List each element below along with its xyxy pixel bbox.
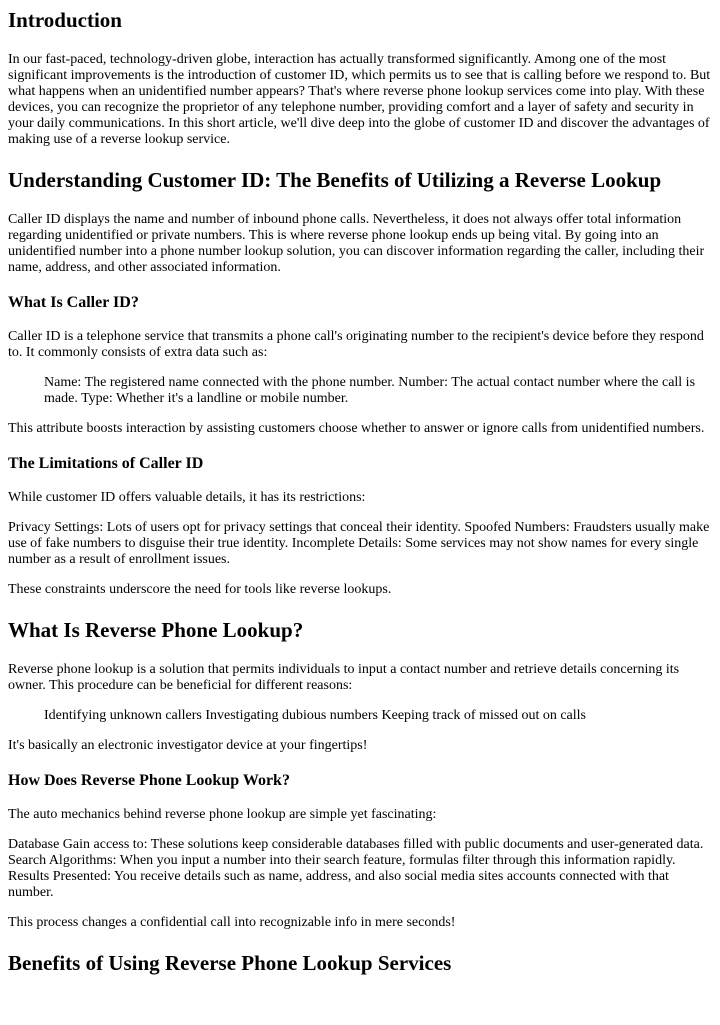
limitations-heading: The Limitations of Caller ID — [8, 455, 204, 472]
how-it-works-paragraph-3: This process changes a confidential call into recognizable info in mere seconds! — [8, 915, 456, 930]
how-it-works-paragraph: The auto mechanics behind reverse phone lookup are simple yet fascinating: — [8, 807, 437, 822]
what-is-caller-id-paragraph: Caller ID is a telephone service that transmits a phone call's originating number to the recipient's device before they respond to. It commonly consists of extra data such as: — [8, 329, 704, 360]
intro-paragraph: In our fast-paced, technology-driven globe, interaction has actually transformed significantly. Among one of the most significant improvements is the introduction of customer ID, which permits us to see that is calling before we respond to. But what happens when an unidentified number appears? That's where reverse phone lookup services come into play. With these devices, you can recognize the proprietor of any telephone number, providing comfort and a layer of safety and security in your daily communications. In this short article, we'll dive deep into the globe of customer ID and discover the advantages of making use of a reverse lookup service. — [8, 52, 711, 147]
understanding-paragraph: Caller ID displays the name and number of inbound phone calls. Nevertheless, it does not always offer total information regarding unidentified or private numbers. This is where reverse phone lookup ends up being vital. By going into an unidentified number into a phone number lookup solution, you can discover information regarding the caller, including their name, address, and other associated information. — [8, 212, 705, 275]
reverse-lookup-reasons-quote: Identifying unknown callers Investigating dubious numbers Keeping track of missed out on calls — [44, 708, 587, 723]
what-is-caller-id-paragraph-2: This attribute boosts interaction by assisting customers choose whether to answer or ignore calls from unidentified numbers. — [8, 421, 705, 436]
how-it-works-heading: How Does Reverse Phone Lookup Work? — [8, 772, 290, 789]
how-it-works-paragraph-2: Database Gain access to: These solutions keep considerable databases filled with public documents and user-generated data. Search Algorithms: When you input a number into their search feature, formulas filter through this information rapidly. Results Presented: You receive details such as name, address, and also social media sites accounts connected with that number. — [8, 837, 704, 900]
limitations-paragraph-2: Privacy Settings: Lots of users opt for privacy settings that conceal their identity. Spoofed Numbers: Fraudsters usually make use of fake numbers to disguise their true identity. Incomplete Details: Some services may not show names for every single number as a result of enrollment issues. — [8, 520, 710, 567]
limitations-paragraph-3: These constraints underscore the need for tools like reverse lookups. — [8, 582, 392, 597]
what-is-caller-id-heading: What Is Caller ID? — [8, 294, 139, 311]
reverse-lookup-heading: What Is Reverse Phone Lookup? — [8, 618, 304, 642]
caller-id-data-quote: Name: The registered name connected with the phone number. Number: The actual contact number where the call is made. Type: Whether it's a landline or mobile number. — [44, 375, 696, 406]
reverse-lookup-paragraph: Reverse phone lookup is a solution that permits individuals to input a contact number and retrieve details concerning its owner. This procedure can be beneficial for different reasons: — [8, 662, 680, 693]
understanding-heading: Understanding Customer ID: The Benefits of Utilizing a Reverse Lookup — [8, 168, 662, 192]
article — [0, 8, 720, 975]
reverse-lookup-paragraph-2: It's basically an electronic investigator device at your fingertips! — [8, 738, 368, 753]
intro-heading: Introduction — [8, 8, 122, 32]
benefits-heading: Benefits of Using Reverse Phone Lookup Services — [8, 951, 452, 975]
limitations-paragraph: While customer ID offers valuable details, it has its restrictions: — [8, 490, 366, 505]
